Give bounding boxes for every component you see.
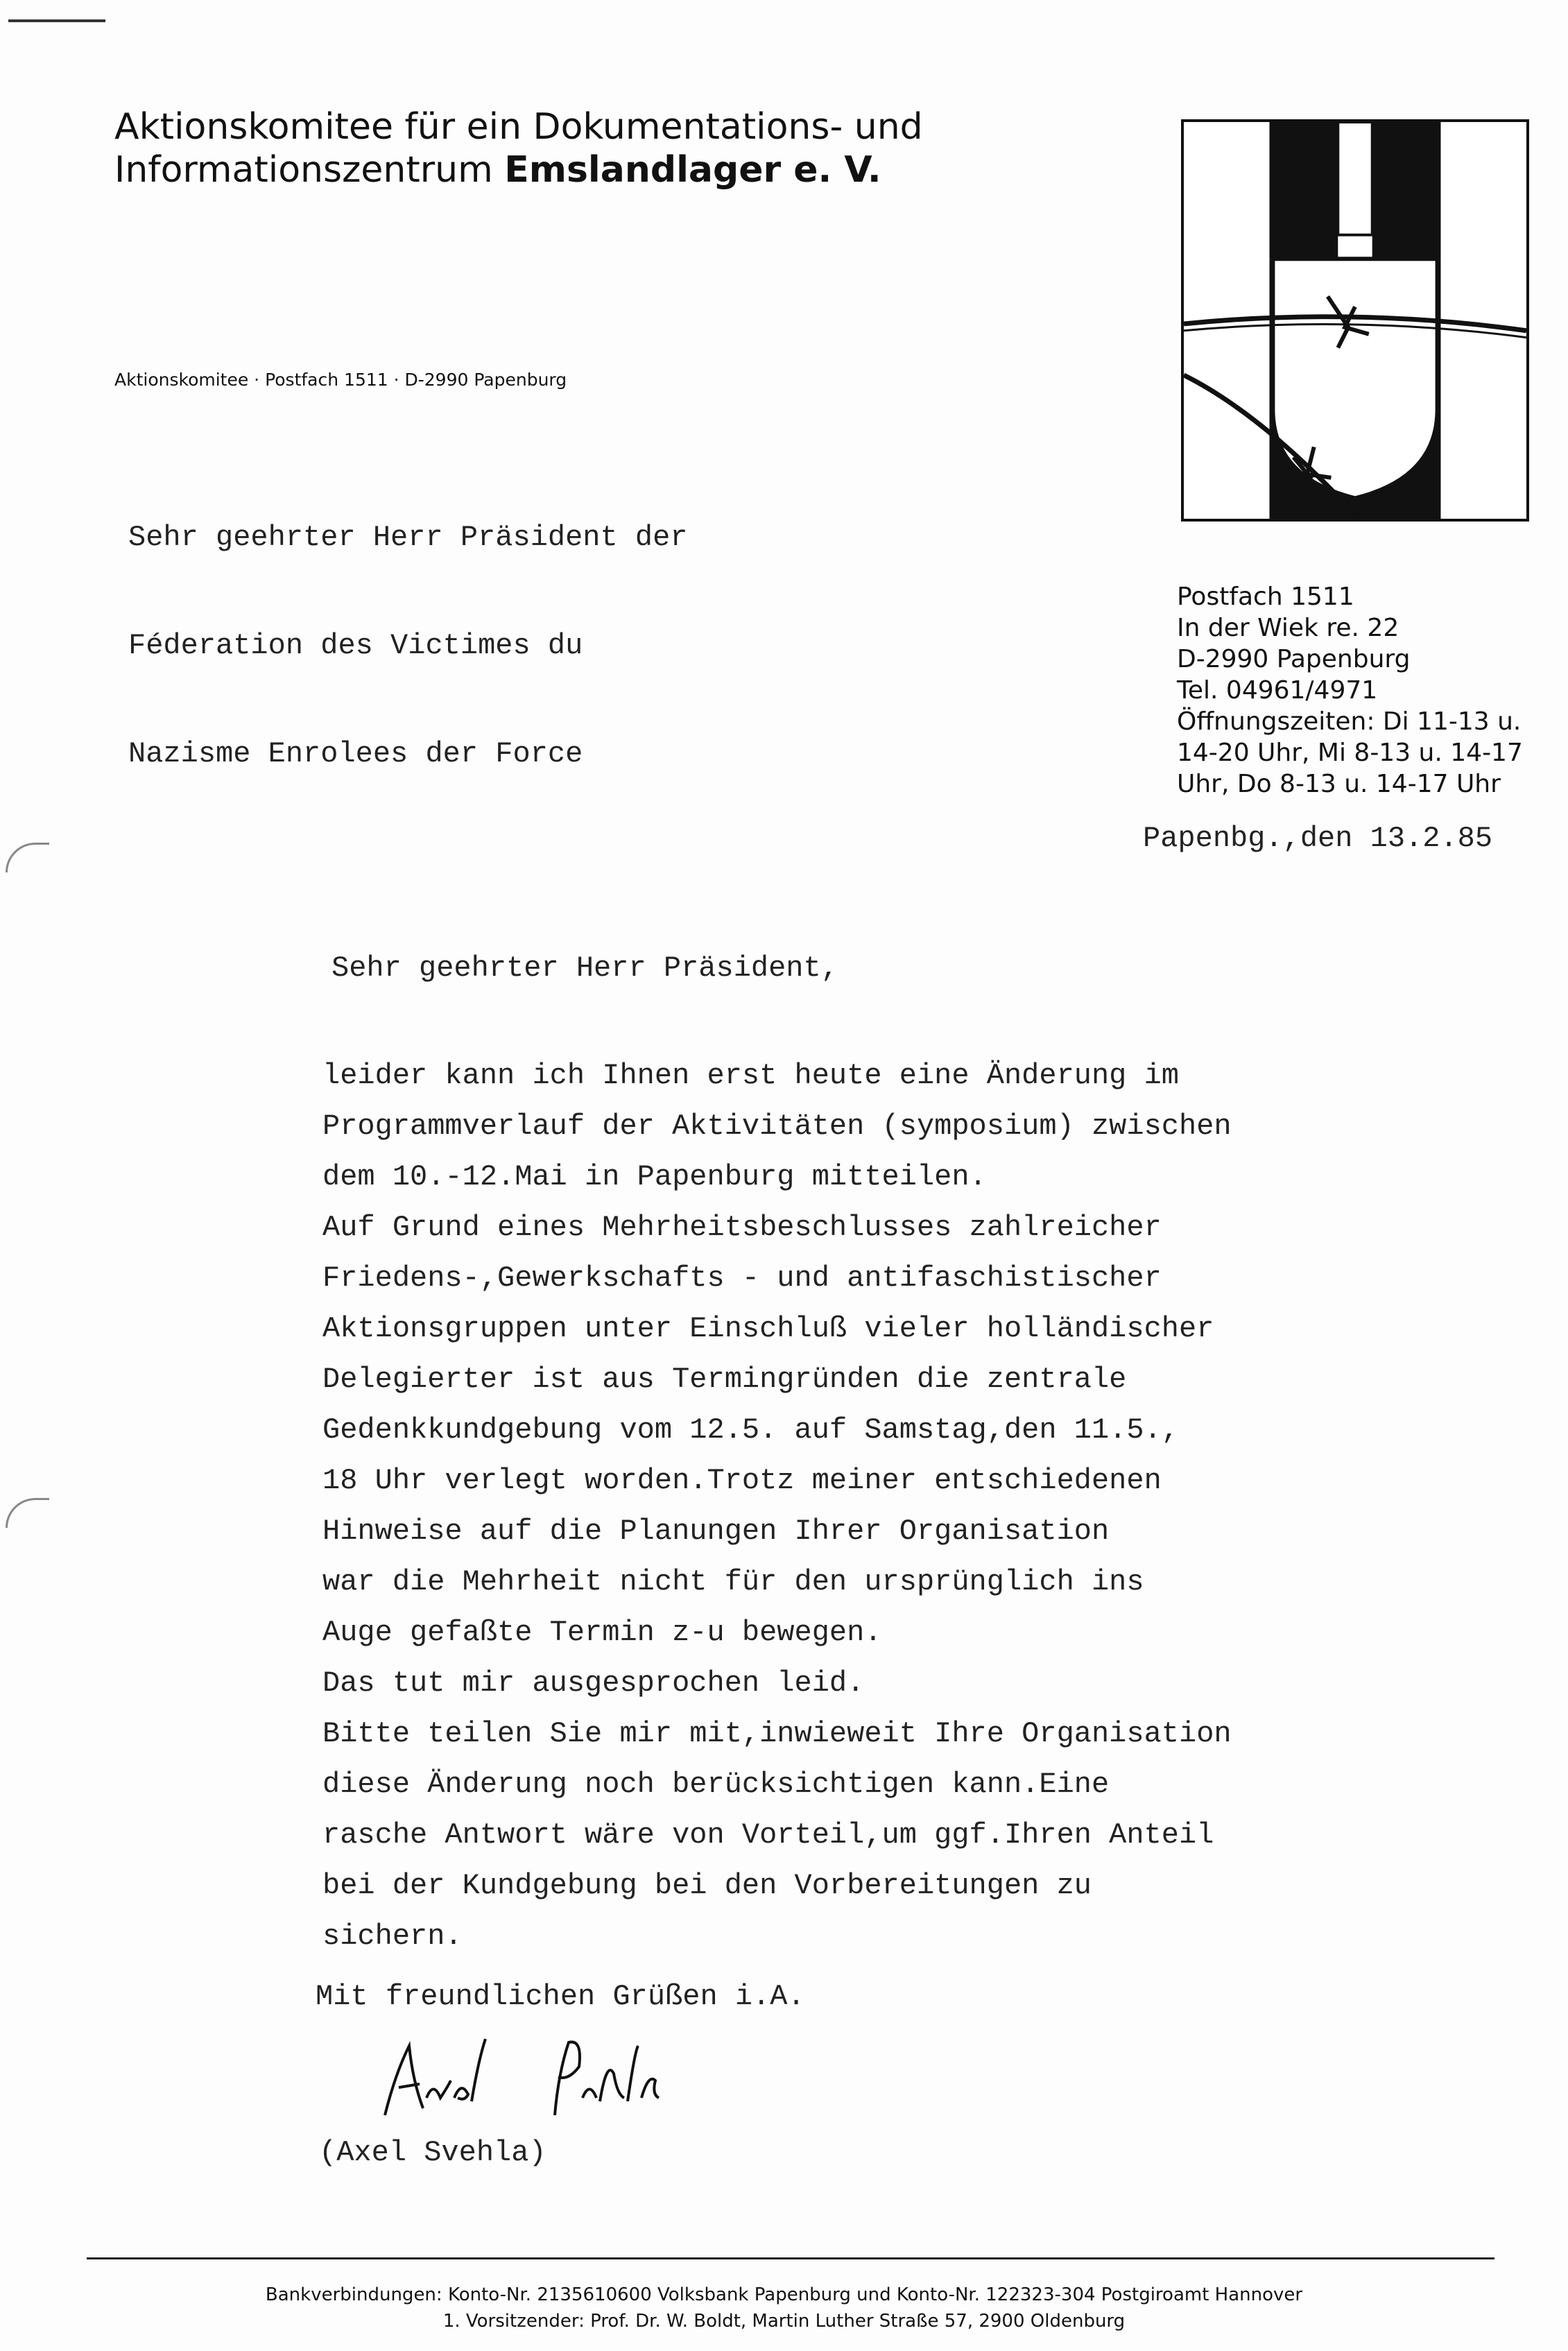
contact-line: Öffnungszeiten: Di 11-13 u.	[1177, 707, 1522, 736]
contact-line: 14-20 Uhr, Mi 8-13 u. 14-17	[1177, 739, 1523, 767]
org-line-1: Aktionskomitee für ein Dokumentations- und	[114, 106, 923, 148]
org-line-2	[114, 148, 923, 191]
closing: Mit freundlichen Grüßen i.A.	[316, 1980, 805, 2013]
contact-line: Postfach 1511	[1177, 583, 1354, 611]
punch-hole-mark	[6, 843, 49, 872]
body-line: rasche Antwort wäre von Vorteil,um ggf.Ihren Anteil	[322, 1818, 1214, 1852]
recipient-line: Sehr geehrter Herr Präsident der	[128, 521, 688, 554]
punch-hole-mark	[6, 1498, 49, 1528]
body-line: Gedenkkundgebung vom 12.5. auf Samstag,den 11.5.,	[322, 1413, 1180, 1447]
contact-line: Uhr, Do 8-13 u. 14-17 Uhr	[1177, 770, 1501, 798]
body-line: 18 Uhr verlegt worden.Trotz meiner entschiedenen	[322, 1464, 1162, 1497]
svg-text:HS: HS	[1478, 489, 1504, 510]
recipient-block	[128, 447, 688, 844]
body-line: Auge gefaßte Termin z-u bewegen.	[322, 1616, 882, 1649]
body-line: bei der Kundgebung bei den Vorbereitungen zu	[322, 1869, 1092, 1902]
letter-body	[322, 1051, 1232, 1962]
body-line: Auf Grund eines Mehrheitsbeschlusses zahlreicher	[322, 1211, 1162, 1244]
footer-chair-line: 1. Vorsitzender: Prof. Dr. W. Boldt, Martin Luther Straße 57, 2900 Oldenburg	[442, 2311, 1126, 2332]
contact-block	[1177, 581, 1523, 800]
letterhead-organization	[114, 105, 923, 191]
body-line: Aktionsgruppen unter Einschluß vieler holländischer	[322, 1312, 1214, 1345]
footer	[0, 2282, 1568, 2334]
body-line: dem 10.-12.Mai in Papenburg mitteilen.	[322, 1160, 987, 1194]
footer-divider	[87, 2257, 1494, 2259]
letter-date: Papenbg.,den 13.2.85	[1143, 822, 1493, 855]
body-line: leider kann ich Ihnen erst heute eine Änderung im	[322, 1059, 1180, 1092]
body-line: sichern.	[322, 1920, 463, 1953]
recipient-line: Nazisme Enrolees der Force	[128, 737, 583, 770]
body-line: Programmverlauf der Aktivitäten (symposium) zwischen	[322, 1110, 1232, 1143]
return-address: Aktionskomitee · Postfach 1511 · D-2990 Papenburg	[114, 370, 567, 390]
body-line: Hinweise auf die Planungen Ihrer Organisation	[322, 1515, 1110, 1548]
footer-bank-line: Bankverbindungen: Konto-Nr. 2135610600 Volksbank Papenburg und Konto-Nr. 122323-304 Postgiroamt Hannover	[265, 2284, 1303, 2305]
body-line: Das tut mir ausgesprochen leid.	[322, 1667, 865, 1700]
body-line: diese Änderung noch berücksichtigen kann.Eine	[322, 1768, 1110, 1801]
org-line-2-regular: Informationszentrum	[114, 149, 493, 191]
body-line: Friedens-,Gewerkschafts - und antifaschistischer	[322, 1261, 1162, 1295]
signer-name: (Axel Svehla)	[319, 2136, 546, 2169]
spade-barbed-wire-icon	[1181, 119, 1529, 522]
contact-line: D-2990 Papenburg	[1177, 645, 1411, 673]
recipient-line: Féderation des Victimes du	[128, 629, 583, 662]
body-line: Bitte teilen Sie mir mit,inwieweit Ihre Organisation	[322, 1717, 1232, 1750]
margin-mark	[8, 19, 105, 22]
salutation: Sehr geehrter Herr Präsident,	[331, 951, 838, 985]
handwritten-signature	[381, 2032, 700, 2122]
contact-line: Tel. 04961/4971	[1177, 676, 1378, 705]
body-line: Delegierter ist aus Termingründen die zentrale	[322, 1363, 1127, 1396]
body-line: war die Mehrheit nicht für den ursprünglich ins	[322, 1565, 1144, 1599]
contact-line: In der Wiek re. 22	[1177, 614, 1399, 642]
org-line-2-bold: Emslandlager e. V.	[504, 149, 881, 191]
